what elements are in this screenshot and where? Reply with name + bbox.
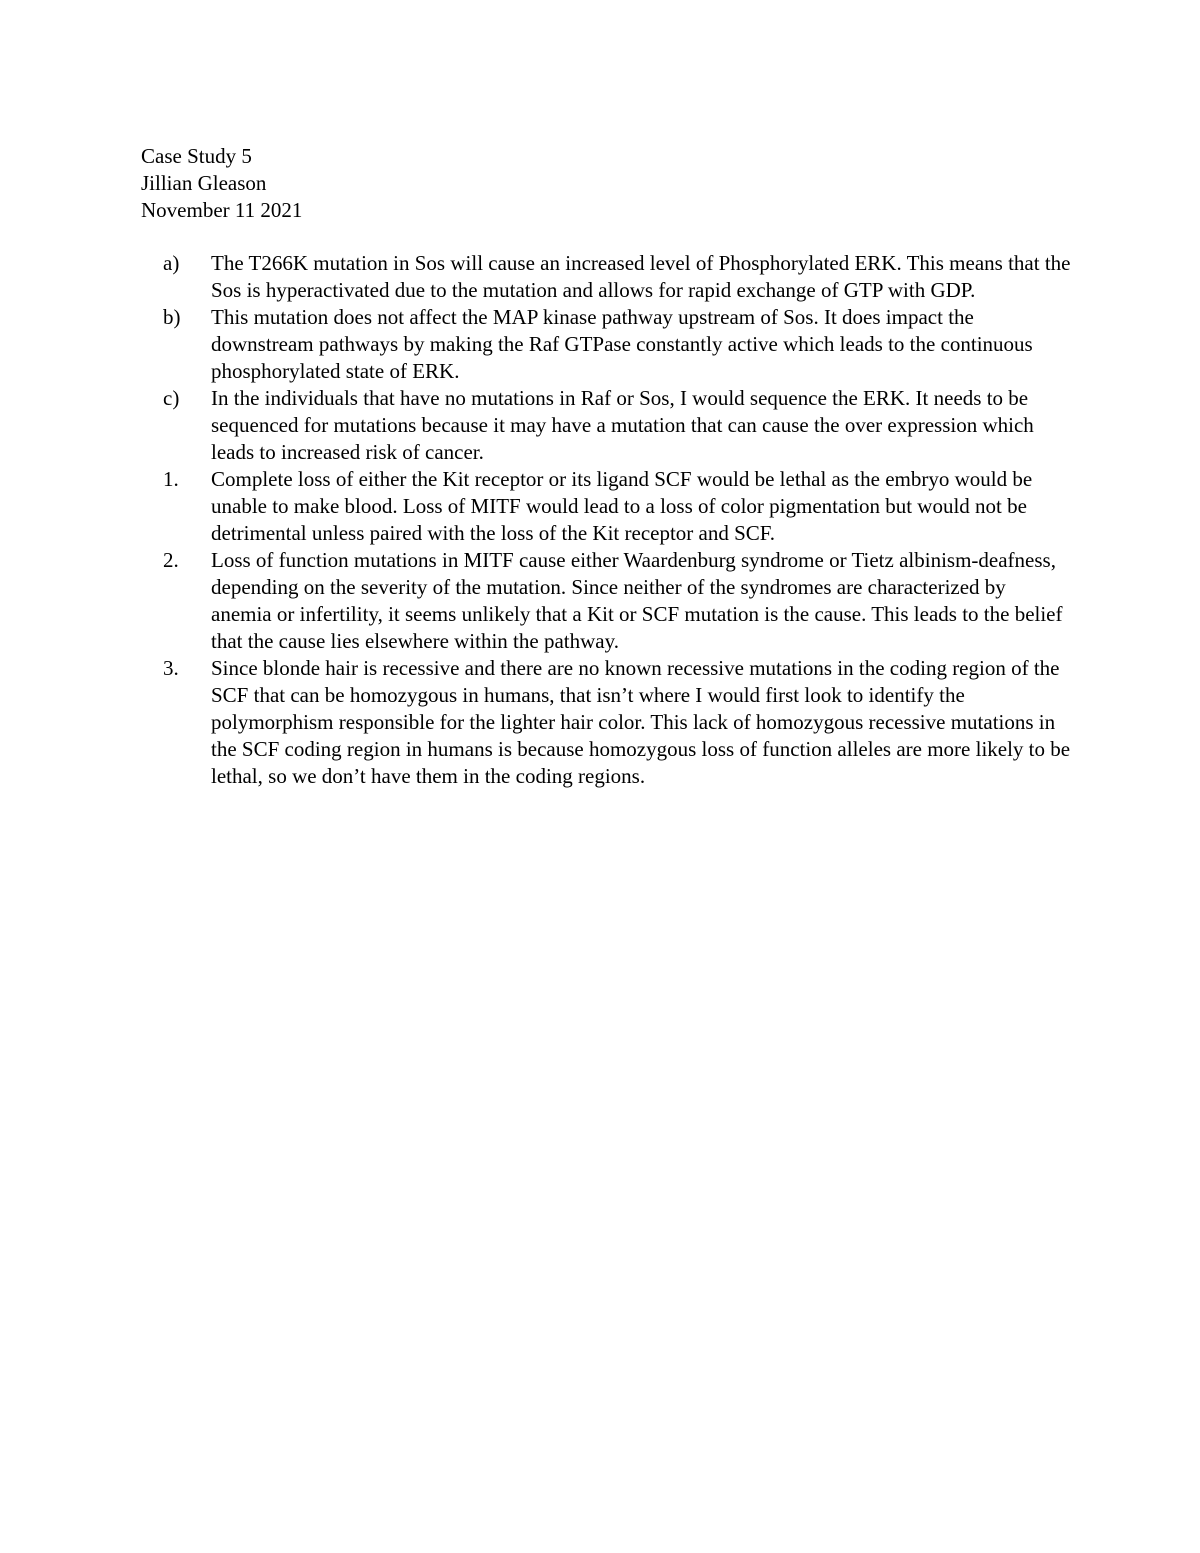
answer-list <box>141 250 1071 790</box>
list-item-text: Loss of function mutations in MITF cause either Waardenburg syndrome or Tietz albinism-deafness, depending on the severity of the mutation. Since neither of the syndromes are characterized by anemia or infertility, it seems unlikely that a Kit or SCF mutation is the cause. This leads to the belief that the cause lies elsewhere within the pathway. <box>211 548 1063 653</box>
document-author: Jillian Gleason <box>141 171 267 195</box>
list-marker: 3. <box>163 656 179 680</box>
list-item-text: The T266K mutation in Sos will cause an increased level of Phosphorylated ERK. This means that the Sos is hyperactivated due to the mutation and allows for rapid exchange of GTP with GDP. <box>211 251 1071 302</box>
list-item-text: In the individuals that have no mutations in Raf or Sos, I would sequence the ERK. It needs to be sequenced for mutations because it may have a mutation that can cause the over expression which leads to increased risk of cancer. <box>211 386 1034 464</box>
list-marker: 2. <box>163 548 179 572</box>
list-item <box>141 655 1071 790</box>
document-date: November 11 2021 <box>141 198 303 222</box>
list-item <box>141 250 1071 304</box>
list-item <box>141 304 1071 385</box>
list-marker: b) <box>163 305 181 329</box>
document-header <box>141 143 302 224</box>
document-title: Case Study 5 <box>141 144 252 168</box>
list-item <box>141 547 1071 655</box>
list-item-text: This mutation does not affect the MAP kinase pathway upstream of Sos. It does impact the downstream pathways by making the Raf GTPase constantly active which leads to the continuous phosphorylated state of ERK. <box>211 305 1033 383</box>
list-marker: a) <box>163 251 180 275</box>
list-marker: 1. <box>163 467 179 491</box>
list-marker: c) <box>163 386 180 410</box>
list-item <box>141 466 1071 547</box>
list-item-text: Complete loss of either the Kit receptor or its ligand SCF would be lethal as the embryo would be unable to make blood. Loss of MITF would lead to a loss of color pigmentation but would not be detrimental unless paired with the loss of the Kit receptor and SCF. <box>211 467 1033 545</box>
list-item <box>141 385 1071 466</box>
list-item-text: Since blonde hair is recessive and there are no known recessive mutations in the coding region of the SCF that can be homozygous in humans, that isn’t where I would first look to identify the polymorphism responsible for the lighter hair color. This lack of homozygous recessive mutations in the SCF coding region in humans is because homozygous loss of function alleles are more likely to be lethal, so we don’t have them in the coding regions. <box>211 656 1071 788</box>
